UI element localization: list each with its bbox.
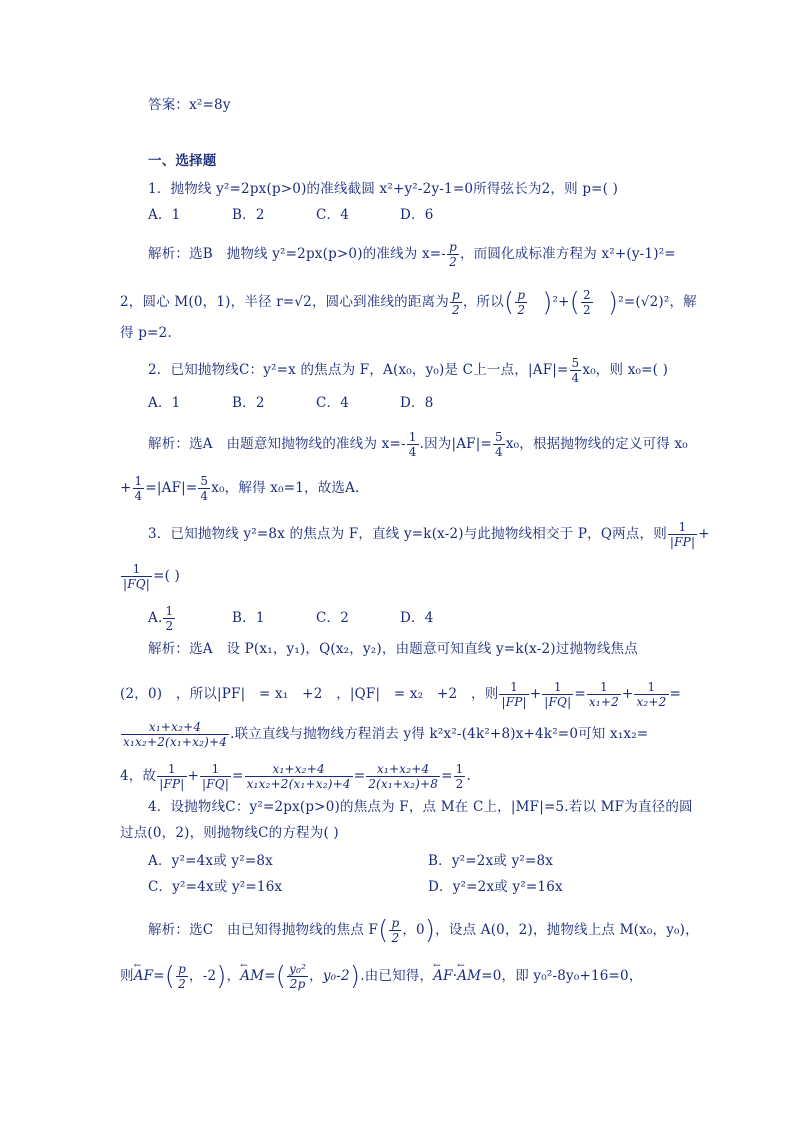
option-a: A．y²=4x或 y²=8x	[148, 853, 273, 869]
question-1-solution-line-2: 2，圆心 M(0，1)，半径 r=√2，圆心到准线的距离为 $\frac{p}{2}$ ，所以( $\frac{p}{2}$ )²+( $\frac{2}{2}$ )²=(√2)²，解	[120, 287, 697, 318]
option-b: B．2	[232, 395, 265, 411]
question-3-stem-line-1: 3．已知抛物线 y²=8x 的焦点为 F，直线 y=k(x-2)与此抛物线相交于 P，Q两点，则 $\frac{1}{|FP|}$ +	[148, 520, 710, 549]
question-4-stem-line-1: 4．设抛物线C：y²=2px(p>0)的焦点为 F，点 M在 C上，|MF|=5.若以 MF为直径的圆	[148, 799, 693, 815]
fraction-p-over-2: $\frac{p}{2}$	[451, 288, 460, 317]
option-b: B．2	[232, 207, 265, 223]
option-c: C．y²=4x或 y²=16x	[148, 879, 283, 895]
question-3-solution-line-2: (2，0) ，所以|PF| = x₁ +2 ，|QF| = x₂ +2 ，则 $\frac{1}{|FP|}$ + $\frac{1}{|FQ|}$ = $\frac{1}{\text{x₁+2}}$ + $\frac{1}{\text{x₂+2}}$ =	[120, 680, 682, 709]
option-a: A. $\frac{1}{2}$	[148, 604, 174, 633]
fraction-p-over-2: $\frac{p}{2}$	[449, 240, 457, 269]
question-4-solution-line-1: 解析：选C 由已知得抛物线的焦点 F( $\frac{p}{2}$ ，0)，设点 A(0，2)，抛物线上点 M(x₀，y₀)，	[148, 915, 699, 946]
question-3-solution-line-4: 4，故 $\frac{1}{|FP|}$ + $\frac{1}{|FQ|}$ = $\frac{\text{x₁+x₂+4}}{\text{x₁x₂+2(x₁+x₂)+4}}$ = $\frac{\text{x₁+x₂+4}}{\text{2(x₁+x₂)+8}}$ = $\frac{1}{2}$ .	[120, 762, 471, 791]
question-3-stem-line-2: $\frac{1}{|FQ|}$ =( )	[123, 562, 180, 591]
question-4-options-row-2	[148, 878, 708, 896]
previous-answer: 答案：x²=8y	[148, 97, 231, 113]
option-c: C．2	[316, 610, 350, 626]
option-a: A．1	[148, 207, 181, 223]
question-1-solution-line-1: 解析：选B 抛物线 y²=2px(p>0)的准线为 x=- $\frac{p}{2}$ ，而圆化成标准方程为 x²+(y-1)²=	[148, 240, 676, 269]
question-1-stem: 1．抛物线 y²=2px(p>0)的准线截圆 x²+y²-2y-1=0所得弦长为2，则 p=( )	[148, 181, 619, 197]
vector-af: ← AF	[134, 967, 154, 985]
question-4-stem-line-2: 过点(0，2)，则抛物线C的方程为( )	[120, 825, 339, 841]
question-1-solution-line-3: 得 p=2.	[120, 325, 172, 341]
option-b: B．y²=2x或 y²=8x	[428, 853, 554, 869]
option-d: D．4	[400, 610, 434, 626]
question-4-options-row-1	[148, 852, 708, 870]
question-4-solution-line-2: 则← AF=( $\frac{p}{2}$ ，-2)，← AM=( $\frac{\text{y₀²}}{2p}$ ，y₀-2).由已知得，← AF·← AM=0，即 y₀²-8y₀+16=0，	[120, 962, 643, 991]
option-d: D．8	[400, 395, 434, 411]
option-a: A．1	[148, 395, 181, 411]
option-d: D．6	[400, 207, 434, 223]
option-b: B．1	[232, 610, 265, 626]
section-title: 一、选择题	[148, 153, 217, 169]
vector-am: ← AM	[457, 967, 481, 985]
question-2-options	[148, 394, 484, 412]
vector-am: ← AM	[240, 967, 264, 985]
option-d: D．y²=2x或 y²=16x	[428, 879, 563, 895]
vector-af: ← AF	[433, 967, 453, 985]
option-c: C．4	[316, 395, 350, 411]
question-3-solution-line-1: 解析：选A 设 P(x₁，y₁)，Q(x₂，y₂)，由题意可知直线 y=k(x-2)过抛物线焦点	[148, 641, 638, 657]
question-3-options	[148, 604, 484, 633]
question-2-solution-line-1: 解析：选A 由题意知抛物线的准线为 x=- $\frac{1}{4}$ .因为|AF|= $\frac{5}{4}$ x₀，根据抛物线的定义可得 x₀	[148, 430, 688, 459]
question-2-stem: 2．已知抛物线C：y²=x 的焦点为 F，A(x₀，y₀)是 C上一点，|AF|= $\frac{5}{4}$ x₀，则 x₀=( )	[148, 356, 669, 385]
question-2-solution-line-2: + $\frac{1}{4}$ =|AF|= $\frac{5}{4}$ x₀，解得 x₀=1，故选A.	[120, 474, 360, 503]
option-c: C．4	[316, 207, 350, 223]
question-1-options	[148, 206, 484, 224]
question-3-solution-line-3: $\frac{\text{x₁+x₂+4}}{\text{x₁x₂+2(x₁+x₂)+4}}$ .联立直线与抛物线方程消去 y得 k²x²-(4k²+8)x+4k²=0可知 x₁x₂=	[123, 720, 649, 749]
